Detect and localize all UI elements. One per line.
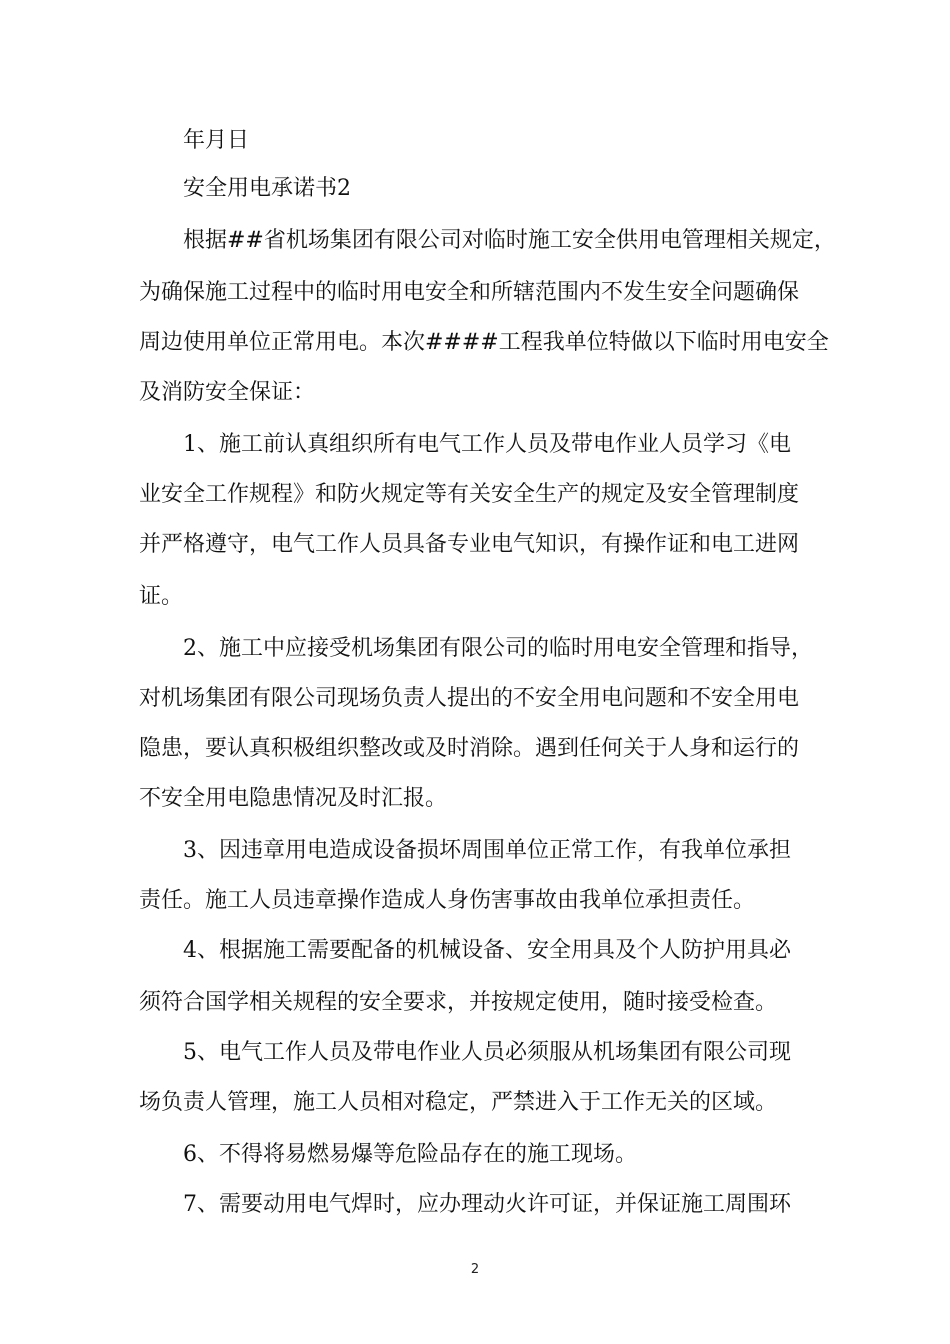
paragraph-line: 场负责人管理，施工人员相对稳定，严禁进入于工作无关的区域。 — [139, 1090, 778, 1115]
paragraph-line: 证。 — [139, 584, 184, 609]
paragraph-line: 不安全用电隐患情况及时汇报。 — [139, 786, 448, 811]
paragraph-line: 为确保施工过程中的临时用电安全和所辖范围内不发生安全问题确保 — [139, 280, 800, 305]
paragraph-line: 并严格遵守，电气工作人员具备专业电气知识，有操作证和电工进网 — [139, 532, 800, 557]
paragraph-line: 责任。施工人员违章操作造成人身伤害事故由我单位承担责任。 — [139, 888, 756, 913]
paragraph-line: 1、施工前认真组织所有电气工作人员及带电作业人员学习《电 — [183, 432, 791, 457]
paragraph-line: 周边使用单位正常用电。本次####工程我单位特做以下临时用电安全 — [139, 330, 829, 355]
paragraph-line: 业安全工作规程》和防火规定等有关安全生产的规定及安全管理制度 — [139, 482, 800, 507]
paragraph-line: 4、根据施工需要配备的机械设备、安全用具及个人防护用具必 — [183, 938, 791, 963]
paragraph-line: 2、施工中应接受机场集团有限公司的临时用电安全管理和指导， — [183, 636, 813, 661]
paragraph-line: 7、需要动用电气焊时，应办理动火许可证，并保证施工周围环 — [183, 1192, 791, 1217]
paragraph-line: 6、不得将易燃易爆等危险品存在的施工现场。 — [183, 1142, 637, 1167]
paragraph-line: 5、电气工作人员及带电作业人员必须服从机场集团有限公司现 — [183, 1040, 791, 1065]
paragraph-line: 对机场集团有限公司现场负责人提出的不安全用电问题和不安全用电 — [139, 686, 800, 711]
page-number: 2 — [470, 1262, 480, 1277]
paragraph-line: 隐患，要认真积极组织整改或及时消除。遇到任何关于人身和运行的 — [139, 736, 800, 761]
date-line: 年月日 — [183, 128, 250, 153]
paragraph-line: 及消防安全保证： — [139, 380, 316, 405]
document-heading: 安全用电承诺书2 — [183, 176, 351, 201]
paragraph-line: 根据##省机场集团有限公司对临时施工安全供用电管理相关规定， — [183, 228, 836, 253]
paragraph-line: 3、因违章用电造成设备损坏周围单位正常工作，有我单位承担 — [183, 838, 791, 863]
paragraph-line: 须符合国学相关规程的安全要求，并按规定使用，随时接受检查。 — [139, 990, 778, 1015]
